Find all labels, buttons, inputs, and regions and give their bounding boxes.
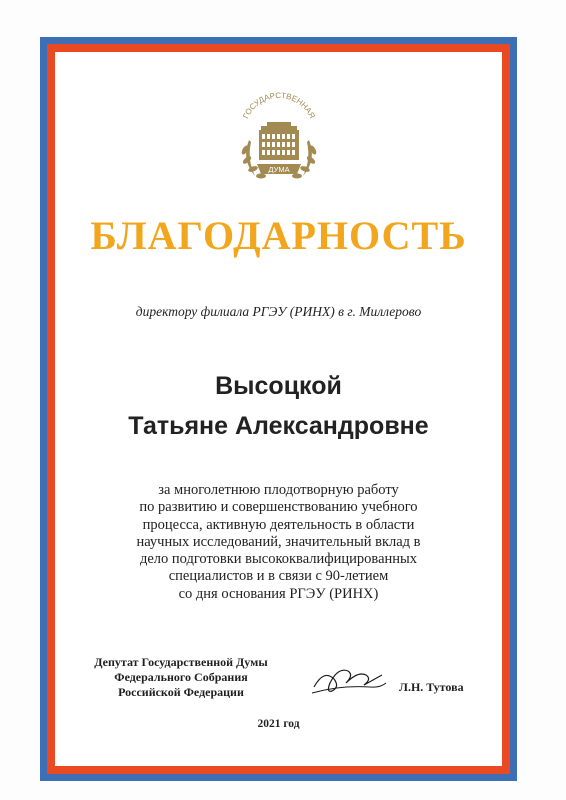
- emblem-top-text: ГОСУДАРСТВЕННАЯ: [241, 90, 317, 120]
- certificate-title: БЛАГОДАРНОСТЬ: [90, 213, 467, 258]
- reason-line: дело подготовки высококвалифицированных: [139, 551, 418, 568]
- emblem-bottom-text: ДУМА: [268, 165, 290, 174]
- signer-title: [81, 655, 281, 700]
- reason-line: со дня основания РГЭУ (РИНХ): [178, 585, 379, 602]
- certificate-sheet: [55, 52, 502, 766]
- reason-line: процесса, активную деятельность в области: [142, 516, 415, 533]
- recipient-name: [55, 366, 502, 446]
- certificate-year: 2021 год: [257, 718, 300, 730]
- reason-line: за многолетнюю плодотворную работу: [158, 482, 399, 498]
- state-duma-emblem-icon: [227, 80, 331, 192]
- award-reason: [55, 482, 502, 603]
- signer-title-line: Российской Федерации: [118, 685, 244, 699]
- reason-line: по развитию и совершенствованию учебного: [139, 499, 418, 516]
- recipient-given-names: Татьяне Александровне: [128, 412, 429, 440]
- signer-title-line: Федерального Собрания: [114, 670, 248, 684]
- recipient-role: директору филиала РГЭУ (РИНХ) в г. Миллерово: [135, 304, 422, 319]
- handwritten-signature-icon: [310, 657, 388, 699]
- reason-line: специалистов и в связи с 90-летием: [168, 568, 389, 585]
- signer-name: Л.Н. Тутова: [399, 680, 464, 694]
- svg-text:ГОСУДАРСТВЕННАЯ: [241, 91, 317, 120]
- signer-title-line: Депутат Государственной Думы: [94, 655, 268, 669]
- reason-line: научных исследований, значительный вклад в: [136, 533, 421, 550]
- recipient-surname: Высоцкой: [215, 372, 342, 400]
